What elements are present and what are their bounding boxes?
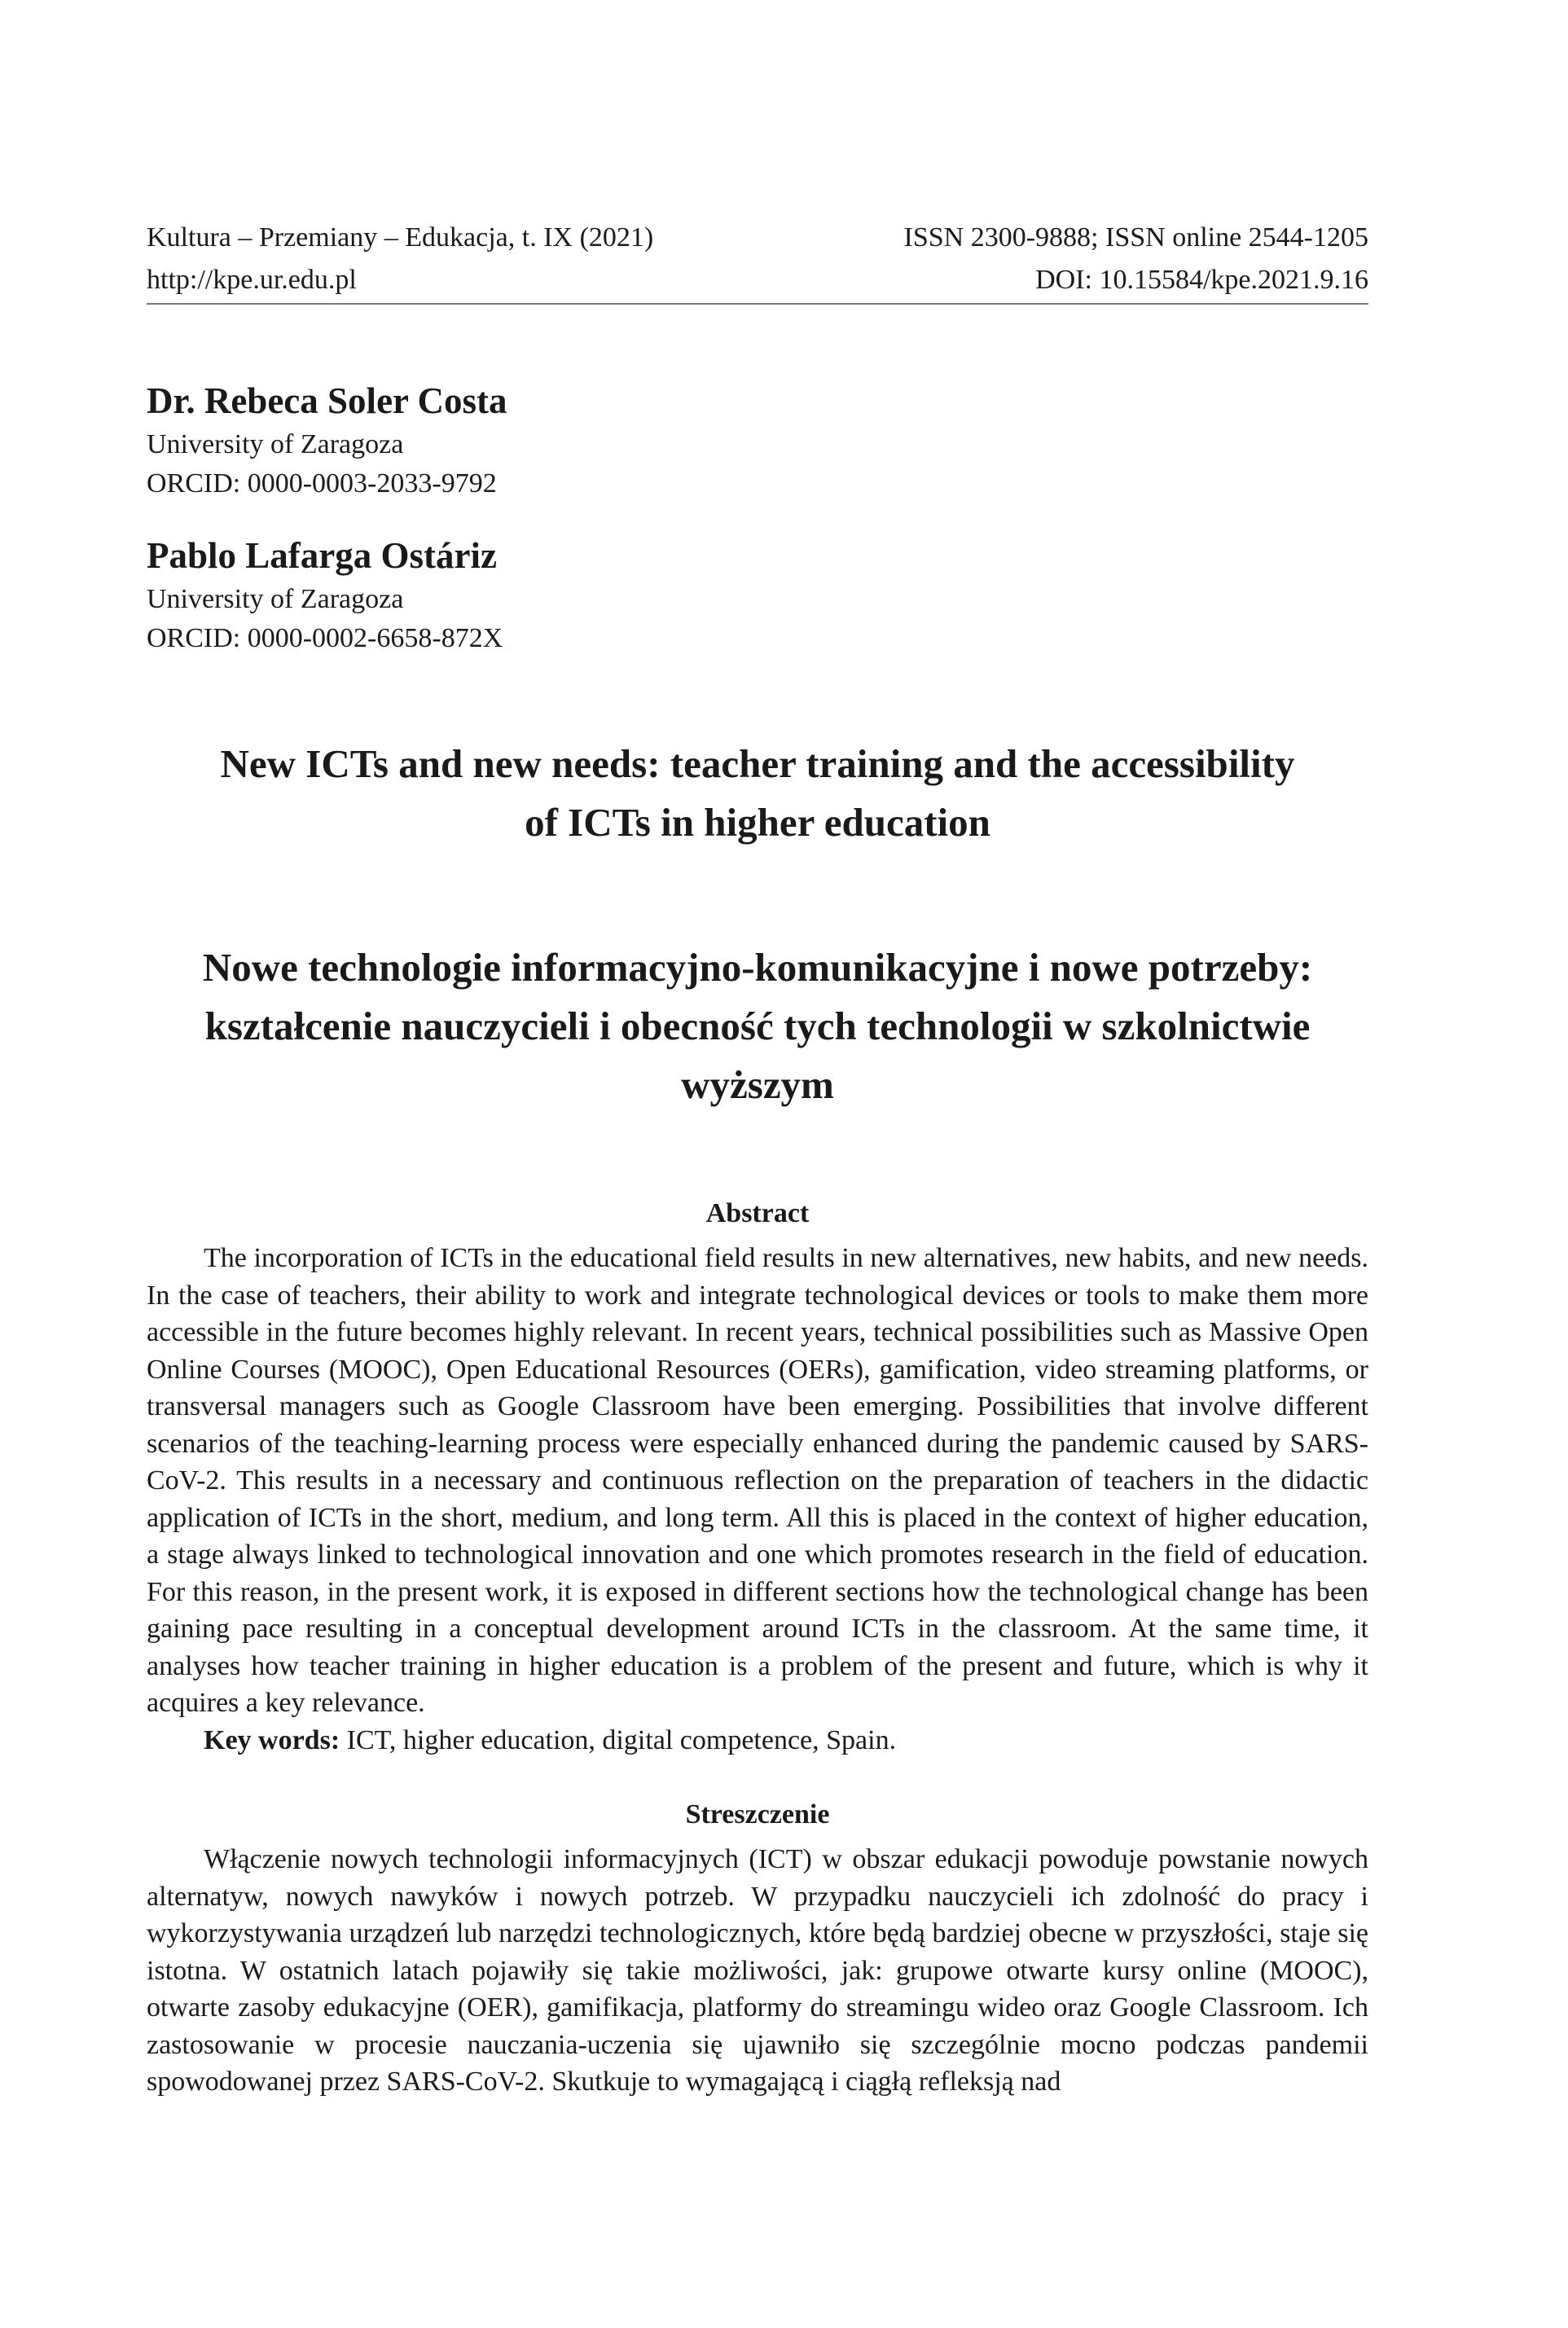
running-head-row-2 xyxy=(147,259,1368,301)
abstract-heading: Abstract xyxy=(705,1198,810,1228)
title-pl-line-3: wyższym xyxy=(681,1062,834,1107)
keywords-line xyxy=(147,1722,1368,1759)
keywords-label: Key words: xyxy=(204,1724,340,1755)
author-affiliation: University of Zaragoza xyxy=(147,429,404,459)
author-affiliation: University of Zaragoza xyxy=(147,584,404,614)
running-head-row-1 xyxy=(147,217,1368,259)
title-en-line-1: New ICTs and new needs: teacher training and the accessibility xyxy=(220,741,1295,786)
article-title-polish xyxy=(147,938,1368,1114)
streszczenie-text: Włączenie nowych technologii informacyjnych (ICT) w obszar edukacji powoduje powstanie nowych alternatyw, nowych nawyków i nowych potrzeb. W przypadku nauczycieli ich zdolność do pracy i wykorzystywania urządzeń lub narzędzi technologicznych, które będą bardziej obecne w przyszłości, staje się istotna. W ostatnich latach pojawiły się takie możliwości, jak: grupowe otwarte kursy online (MOOC), otwarte zasoby edukacyjne (OER), gamifikacja, platformy do streamingu wideo oraz Google Classroom. Ich zastosowanie w procesie nauczania-uczenia się ujawniło się szczególnie mocno podczas pandemii spowodowanej przez SARS-CoV-2. Skutkuje to wymagającą i ciągłą refleksją nad xyxy=(147,1844,1368,2097)
author-orcid: ORCID: 0000-0003-2033-9792 xyxy=(147,468,497,499)
streszczenie-heading: Streszczenie xyxy=(685,1799,830,1829)
title-pl-line-2: kształcenie nauczycieli i obecność tych technologii w szkolnictwie xyxy=(204,1004,1311,1048)
keywords-list: ICT, higher education, digital competence, Spain. xyxy=(346,1724,897,1755)
abstract-text: The incorporation of ICTs in the educational field results in new alternatives, new habits, and new needs. In the case of teachers, their ability to work and integrate technological devices or tools to make them more accessible in the future becomes highly relevant. In recent years, technical possibilities such as Massive Open Online Courses (MOOC), Open Educational Resources (OERs), gamification, video streaming platforms, or transversal managers such as Google Classroom have been emerging. Possibilities that involve different scenarios of the teaching-learning process were especially enhanced during the pandemic caused by SARS-CoV-2. This results in a necessary and continuous reflection on the preparation of teachers in the didactic application of ICTs in the short, medium, and long term. All this is placed in the context of higher education, a stage always linked to technological innovation and one which promotes research in the field of education. For this reason, in the present work, it is exposed in different sections how the technological change has been gaining pace resulting in a conceptual development around ICTs in the classroom. At the same time, it analyses how teacher training in higher education is a problem of the present and future, which is why it acquires a key relevance. xyxy=(147,1243,1368,1718)
authors-section xyxy=(147,376,1368,658)
author-name: Dr. Rebeca Soler Costa xyxy=(147,380,507,421)
title-en-line-2: of ICTs in higher education xyxy=(525,800,990,845)
issn-info: ISSN 2300-9888; ISSN online 2544-1205 xyxy=(903,222,1368,253)
doi-info[interactable]: DOI: 10.15584/kpe.2021.9.16 xyxy=(1035,265,1368,295)
journal-name: Kultura – Przemiany – Edukacja, t. IX (2021) xyxy=(147,222,654,253)
author-block xyxy=(147,376,1368,503)
running-head xyxy=(147,217,1368,301)
title-block xyxy=(147,735,1368,1107)
author-name: Pablo Lafarga Ostáriz xyxy=(147,535,497,576)
header-rule xyxy=(147,303,1368,305)
abstract-section xyxy=(147,1194,1368,1759)
author-orcid: ORCID: 0000-0002-6658-872X xyxy=(147,623,503,653)
article-title-english xyxy=(147,735,1368,852)
author-block xyxy=(147,531,1368,658)
streszczenie-section xyxy=(147,1795,1368,2101)
title-pl-line-1: Nowe technologie informacyjno-komunikacyjne i nowe potrzeby: xyxy=(202,945,1313,990)
journal-url[interactable]: http://kpe.ur.edu.pl xyxy=(147,265,357,295)
